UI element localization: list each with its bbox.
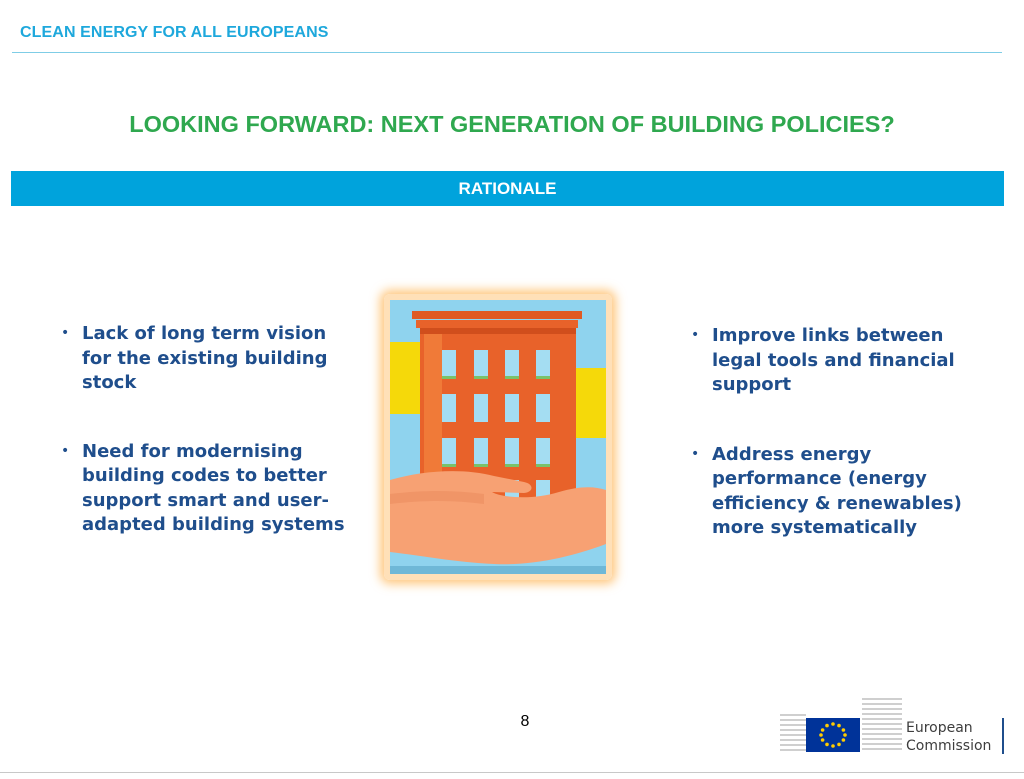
bullet-item: • Need for modernising building codes to better support smart and user-adapted building systems [60, 440, 360, 538]
right-bullet-list [690, 324, 990, 541]
section-banner [11, 171, 1004, 206]
section-label: RATIONALE [458, 178, 557, 198]
page-number: 8 [520, 713, 530, 730]
header-divider [12, 52, 1002, 53]
building-in-hand-icon [384, 294, 612, 580]
logo-divider [1002, 718, 1004, 754]
slide-title: LOOKING FORWARD: NEXT GENERATION OF BUILDING POLICIES? [129, 111, 895, 137]
bullet-item: • Lack of long term vision for the existing building stock [60, 322, 360, 396]
bottom-divider [0, 772, 1024, 773]
logo-line1: European [906, 720, 973, 736]
left-bullet-list [60, 322, 360, 538]
header-title: CLEAN ENERGY FOR ALL EUROPEANS [20, 24, 329, 41]
bullet-item: • Improve links between legal tools and financial support [690, 324, 990, 398]
logo-wordmark [906, 719, 991, 755]
logo-line2: Commission [906, 738, 992, 754]
bullet-item: • Address energy performance (energy efficiency & renewables) more systematically [690, 443, 990, 541]
